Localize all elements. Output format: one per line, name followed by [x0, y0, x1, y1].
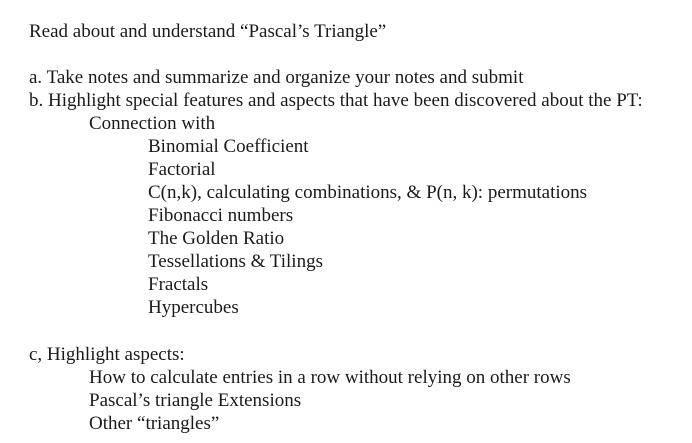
- item-b: b. Highlight special features and aspects that have been discovered about the PT:: [29, 90, 643, 111]
- connection-item: Tessellations & Tilings: [148, 251, 323, 272]
- connection-item: The Golden Ratio: [148, 228, 285, 249]
- connection-item: C(n,k), calculating combinations, & P(n, k): permutations: [148, 182, 588, 203]
- connection-heading: Connection with: [89, 113, 216, 134]
- item-c: c, Highlight aspects:: [29, 344, 185, 365]
- aspect-item: Pascal’s triangle Extensions: [89, 390, 302, 411]
- aspect-item: How to calculate entries in a row without relying on other rows: [89, 367, 571, 388]
- connection-item: Hypercubes: [148, 297, 239, 318]
- item-a: a. Take notes and summarize and organize your notes and submit: [29, 67, 524, 88]
- connection-item: Factorial: [148, 159, 216, 180]
- connection-item: Fibonacci numbers: [148, 205, 294, 226]
- connection-item: Binomial Coefficient: [148, 136, 309, 157]
- aspect-item: Other “triangles”: [89, 413, 220, 434]
- connection-item: Fractals: [148, 274, 209, 295]
- document-title: Read about and understand “Pascal’s Triangle”: [29, 21, 387, 42]
